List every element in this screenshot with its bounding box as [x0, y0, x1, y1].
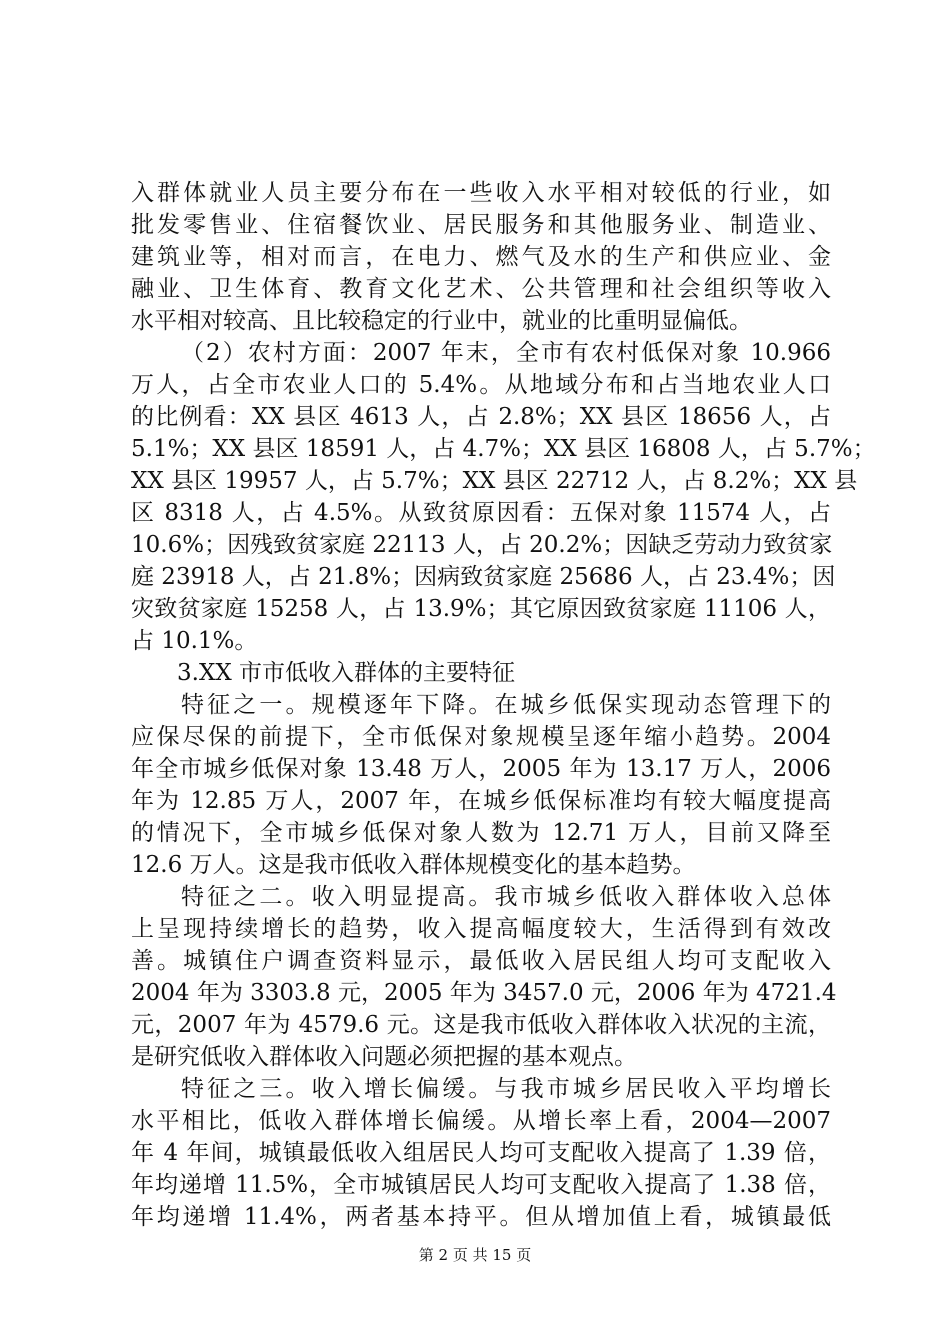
- text-line: 特征之三。收入增长偏缓。与我市城乡居民收入平均增长: [181, 1076, 831, 1102]
- text-line: 善。城镇住户调查资料显示，最低收入居民组人均可支配收入: [131, 948, 831, 974]
- text-line: 占 10.1%。: [131, 628, 258, 654]
- document-body: [131, 177, 876, 1233]
- text-line: 区 8318 人，占 4.5%。从致贫原因看：五保对象 11574 人，占: [131, 500, 831, 526]
- text-line: 建筑业等，相对而言，在电力、燃气及水的生产和供应业、金: [131, 244, 831, 270]
- text-line: 万人，占全市农业人口的 5.4%。从地域分布和占当地农业人口: [131, 372, 831, 398]
- text-line: 是研究低收入群体收入问题必须把握的基本观点。: [131, 1044, 637, 1070]
- text-line: 12.6 万人。这是我市低收入群体规模变化的基本趋势。: [131, 852, 696, 878]
- text-line: 元，2007 年为 4579.6 元。这是我市低收入群体收入状况的主流，: [131, 1012, 831, 1038]
- text-line: 年均递增 11.5%，全市城镇居民人均可支配收入提高了 1.38 倍，: [131, 1172, 831, 1198]
- text-line: 批发零售业、住宿餐饮业、居民服务和其他服务业、制造业、: [131, 212, 831, 238]
- text-line: 灾致贫家庭 15258 人，占 13.9%；其它原因致贫家庭 11106 人，: [131, 596, 831, 622]
- text-line: 特征之二。收入明显提高。我市城乡低收入群体收入总体: [181, 884, 831, 910]
- text-line: 融业、卫生体育、教育文化艺术、公共管理和社会组织等收入: [131, 276, 831, 302]
- text-line: XX 县区 19957 人，占 5.7%；XX 县区 22712 人，占 8.2%；XX 县: [131, 468, 858, 494]
- text-line: 的情况下，全市城乡低保对象人数为 12.71 万人，目前又降至: [131, 820, 831, 846]
- text-line: 的比例看：XX 县区 4613 人，占 2.8%；XX 县区 18656 人，占: [131, 404, 831, 430]
- text-line: 10.6%；因残致贫家庭 22113 人，占 20.2%；因缺乏劳动力致贫家: [131, 532, 833, 558]
- text-line: 5.1%；XX 县区 18591 人，占 4.7%；XX 县区 16808 人，占 5.7%；: [131, 436, 876, 462]
- text-line: 年为 12.85 万人，2007 年，在城乡低保标准均有较大幅度提高: [131, 788, 831, 814]
- text-line: 特征之一。规模逐年下降。在城乡低保实现动态管理下的: [181, 692, 831, 718]
- text-line: 应保尽保的前提下，全市低保对象规模呈逐年缩小趋势。2004: [131, 724, 831, 750]
- text-line: 3.XX 市市低收入群体的主要特征: [177, 660, 516, 686]
- page-footer: 第 2 页 共 15 页: [418, 1246, 532, 1264]
- text-line: 年均递增 11.4%，两者基本持平。但从增加值上看，城镇最低: [131, 1204, 831, 1230]
- text-line: 入群体就业人员主要分布在一些收入水平相对较低的行业，如: [131, 180, 831, 206]
- text-line: 年全市城乡低保对象 13.48 万人，2005 年为 13.17 万人，2006: [131, 756, 831, 782]
- text-line: 庭 23918 人，占 21.8%；因病致贫家庭 25686 人，占 23.4%；因: [131, 564, 836, 590]
- text-line: 上呈现持续增长的趋势，收入提高幅度较大，生活得到有效改: [131, 916, 831, 942]
- text-line: 水平相对较高、且比较稳定的行业中，就业的比重明显偏低。: [131, 308, 752, 334]
- text-line: （2）农村方面：2007 年末，全市有农村低保对象 10.966: [181, 340, 831, 366]
- text-line: 年 4 年间，城镇最低收入组居民人均可支配收入提高了 1.39 倍，: [131, 1140, 831, 1166]
- text-line: 水平相比，低收入群体增长偏缓。从增长率上看，2004—2007: [131, 1108, 831, 1134]
- text-line: 2004 年为 3303.8 元，2005 年为 3457.0 元，2006 年为 4721.4: [131, 980, 837, 1006]
